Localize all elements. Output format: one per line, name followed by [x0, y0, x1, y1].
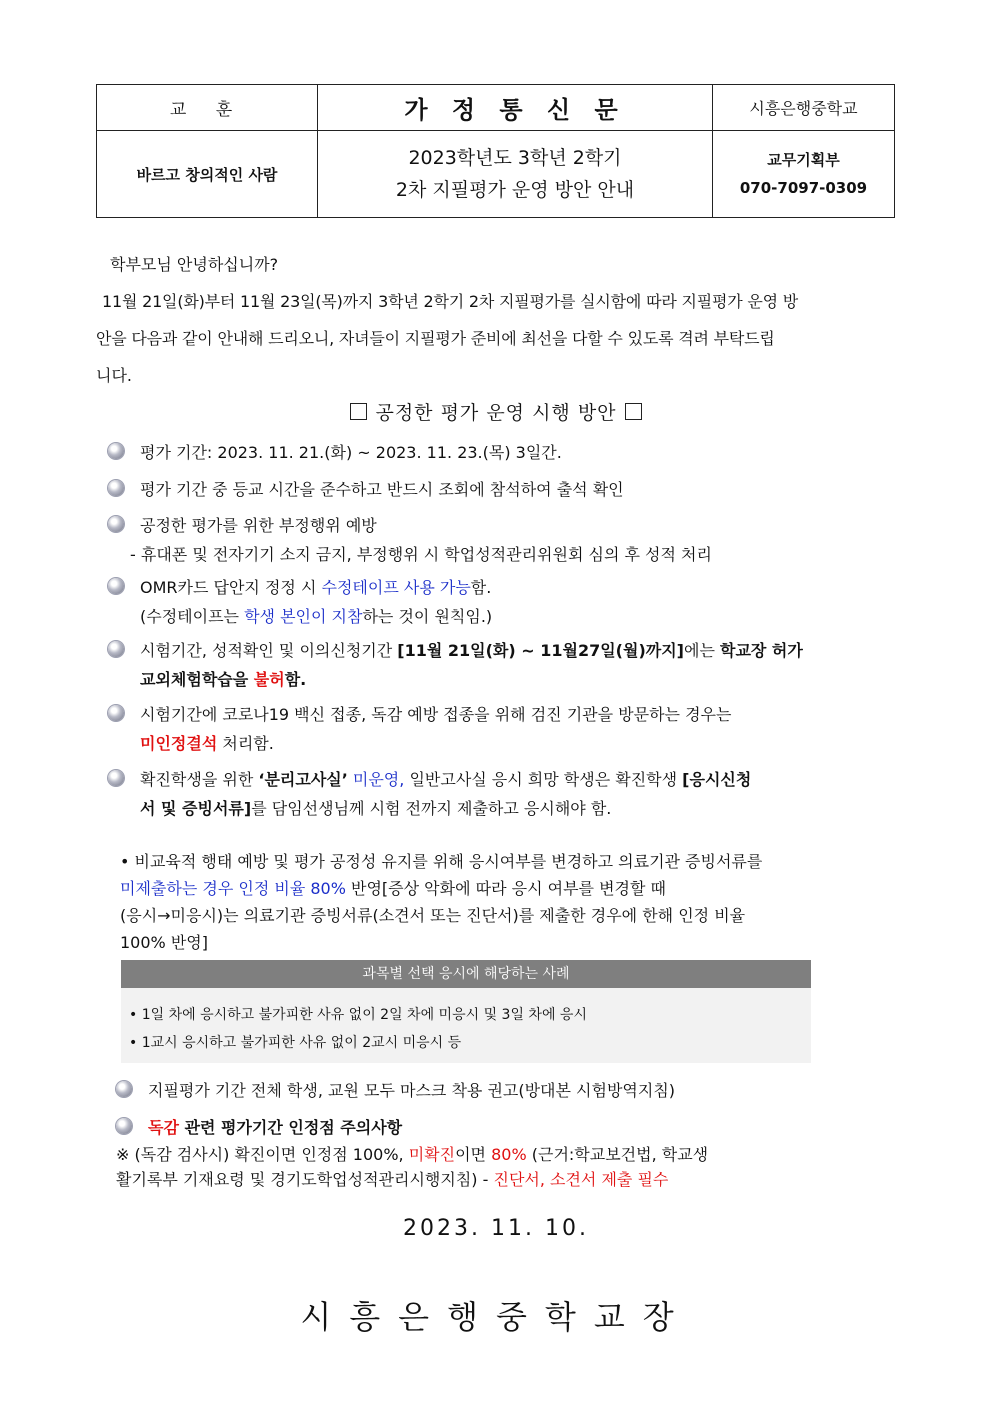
phone-number: 070-7097-0309: [739, 179, 868, 198]
item-text: 지필평가 기간 전체 학생, 교원 모두 마스크 착용 권고(방대본 시험방역지침): [148, 1081, 676, 1100]
item-text: 독감 관련 평가기간 인정점 주의사항: [148, 1118, 403, 1137]
bullet-icon: [108, 480, 124, 496]
subtitle-line1: 2023학년도 3학년 2학기: [408, 147, 622, 170]
school-name: 시흥은행중학교: [749, 99, 858, 119]
bullet-icon: [116, 1081, 132, 1097]
contact-cell: [713, 131, 895, 218]
note-line3: (응시→미응시)는 의료기관 증빙서류(소견서 또는 진단서)를 제출한 경우에 한해 인정 비율: [120, 906, 746, 925]
item-text: 시험기간, 성적확인 및 이의신청기간 [11월 21일(화) ~ 11월27일(월)까지]에는 학교장 허가: [140, 641, 803, 660]
intro-line3: 니다.: [96, 366, 132, 385]
item-subtext: - 휴대폰 및 전자기기 소지 금지, 부정행위 시 학업성적관리위원회 심의 후 성적 처리: [130, 545, 712, 564]
principal-signature: 시흥은행중학교장: [300, 1298, 692, 1336]
department: 교무기획부: [767, 151, 840, 170]
bullet-icon: [116, 1118, 132, 1134]
checkbox-square-icon: [350, 403, 367, 420]
checkbox-square-icon: [625, 403, 642, 420]
greeting: 학부모님 안녕하십니까?: [110, 255, 279, 274]
item-subtext: 서 및 증빙서류]를 담임선생님께 시험 전까지 제출하고 응시해야 함.: [140, 799, 612, 818]
item-subtext: 교외체험학습을 불허함.: [140, 670, 307, 689]
intro-line1: 11월 21일(화)부터 11월 23일(목)까지 3학년 2학기 2차 지필평가를 실시함에 따라 지필평가 운영 방: [102, 292, 799, 311]
flu-note-line2: 활기록부 기재요령 및 경기도학업성적관리시행지침) - 진단서, 소견서 제출 필수: [116, 1170, 669, 1189]
note-line1: • 비교육적 행태 예방 및 평가 공정성 유지를 위해 응시여부를 변경하고 의료기관 증빙서류를: [120, 852, 763, 871]
motto-cell: [97, 131, 318, 218]
bullet-icon: [108, 705, 124, 721]
case-row: • 1교시 응시하고 불가피한 사유 없이 2교시 미응시 등: [129, 1035, 462, 1051]
case-box: [121, 960, 811, 1063]
intro-line2: 안을 다음과 같이 안내해 드리오니, 자녀들이 지필평가 준비에 최선을 다할 수 있도록 격려 부탁드립: [96, 329, 775, 348]
issue-date: 2023. 11. 10.: [403, 1216, 589, 1241]
flu-note-line1: ※ (독감 검사시) 확진이면 인정점 100%, 미확진이면 80% (근거:학교보건법, 학교생: [116, 1145, 709, 1164]
header-table: [96, 84, 895, 218]
item-text: OMR카드 답안지 정정 시 수정테이프 사용 가능함.: [140, 578, 492, 597]
school-cell: [713, 85, 895, 131]
bullet-icon: [108, 578, 124, 594]
bullet-icon: [108, 641, 124, 657]
school-motto: 바르고 창의적인 사람: [136, 165, 278, 184]
section-title-text: 공정한 평가 운영 시행 방안: [375, 402, 617, 424]
item-text: 확진학생을 위한 ‘분리고사실’ 미운영, 일반고사실 응시 희망 학생은 확진학생 [응시신청: [140, 770, 752, 789]
item-text: 평가 기간 중 등교 시간을 준수하고 반드시 조회에 참석하여 출석 확인: [140, 480, 624, 499]
page-title: 가 정 통 신 문: [404, 96, 626, 125]
bullet-icon: [108, 443, 124, 459]
note-line2: 미제출하는 경우 인정 비율 80% 반영[증상 악화에 따라 응시 여부를 변경할 때: [120, 879, 666, 898]
note-line4: 100% 반영]: [120, 933, 208, 952]
subtitle-line2: 2차 지필평가 운영 방안 안내: [395, 179, 635, 202]
subtitle-cell: [318, 131, 713, 218]
motto-label: 교 훈: [169, 100, 245, 121]
section-title: [0, 398, 992, 425]
motto-label-cell: [97, 85, 318, 131]
item-subtext: (수정테이프는 학생 본인이 지참하는 것이 원칙임.): [140, 607, 493, 626]
item-text: 시험기간에 코로나19 백신 접종, 독감 예방 접종을 위해 검진 기관을 방문하는 경우는: [140, 705, 732, 724]
bullet-icon: [108, 516, 124, 532]
item-subtext: 미인정결석 처리함.: [140, 734, 274, 753]
case-row: • 1일 차에 응시하고 불가피한 사유 없이 2일 차에 미응시 및 3일 차에 응시: [129, 1007, 587, 1023]
case-box-header: 과목별 선택 응시에 해당하는 사례: [121, 960, 811, 988]
item-text: 공정한 평가를 위한 부정행위 예방: [140, 516, 377, 535]
title-cell: [318, 85, 713, 131]
bullet-icon: [108, 770, 124, 786]
item-text: 평가 기간: 2023. 11. 21.(화) ~ 2023. 11. 23.(목) 3일간.: [140, 443, 562, 462]
